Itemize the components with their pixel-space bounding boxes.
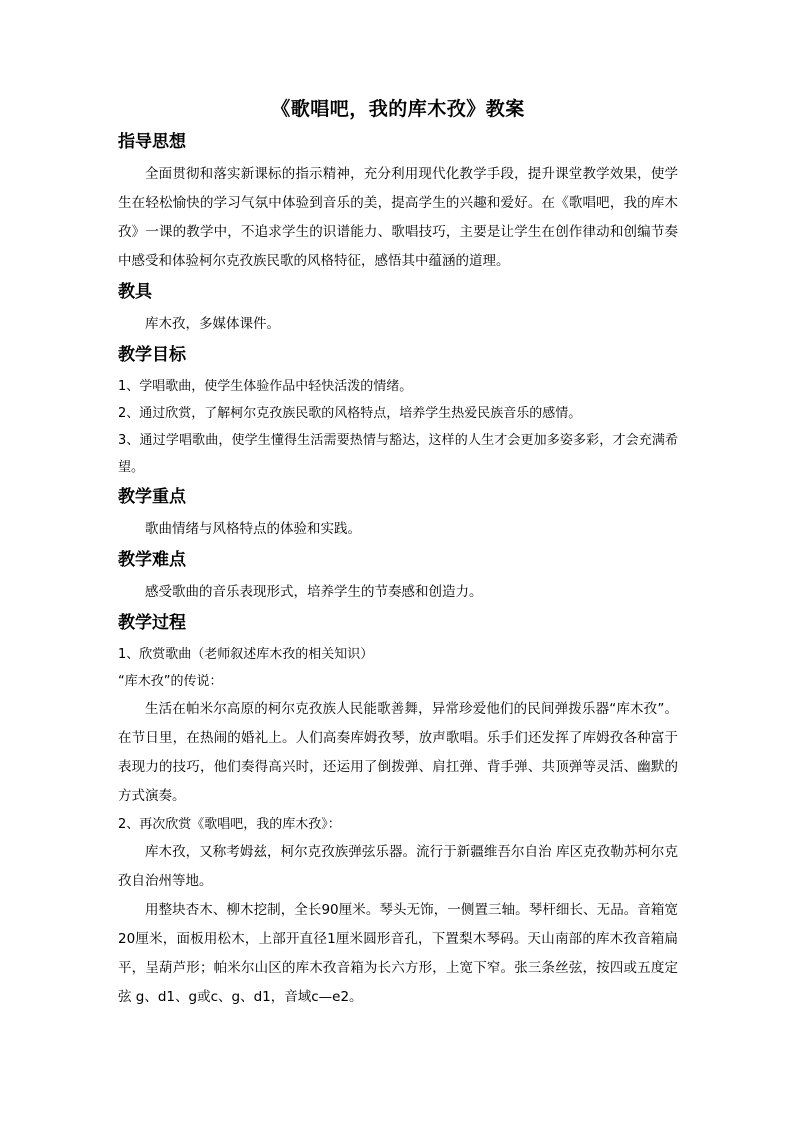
heading-difficulties: 教学难点 (118, 550, 186, 570)
difficulties-paragraph: 感受歌曲的音乐表现形式，培养学生的节奏感和创造力。 (145, 584, 483, 600)
heading-teaching-process: 教学过程 (118, 613, 186, 633)
heading-teaching-goals: 教学目标 (118, 345, 186, 365)
key-points-paragraph: 歌曲情绪与风格特点的体验和实践。 (145, 521, 361, 537)
legend-label: “库木孜”的传说： (118, 674, 223, 689)
process-step-1: 1、欣赏歌曲（老师叙述库木孜的相关知识） (118, 647, 374, 662)
heading-guiding-thought: 指导思想 (118, 132, 186, 152)
document-title: 《歌唱吧，我的库木孜》教案 (271, 98, 525, 120)
teaching-goal-item: 1、学唱歌曲，使学生体验作品中轻快活泼的情绪。 (118, 379, 413, 394)
heading-teaching-tools: 教具 (118, 282, 152, 302)
legend-paragraph: 生活在帕米尔高原的柯尔克孜族人民能歌善舞，异常珍爱他们的民间弹拨乐器“库木孜”。在节日里，在热闹的婚礼上。人们高奏库姆孜琴，放声歌唱。乐手们还发挥了库姆孜各种富于表现力的技巧，他们奏得高兴时，还运用了倒拨弹、肩扛弹、背手弹、共顶弹等灵活、幽默的方式演奏。 (118, 701, 678, 804)
guiding-thought-paragraph: 全面贯彻和落实新课标的指示精神，充分利用现代化教学手段，提升课堂教学效果，使学生在轻松愉快的学习气氛中体验到音乐的美，提高学生的兴趣和爱好。在《歌唱吧，我的库木孜》一课的教学中，不追求学生的识谱能力、歌唱技巧，主要是让学生在创作律动和创编节奏中感受和体验柯尔克孜族民歌的风格特征，感悟其中蕴涵的道理。 (118, 166, 678, 269)
teaching-goal-item: 3、通过学唱歌曲，使学生懂得生活需要热情与豁达，这样的人生才会更加多姿多彩，才会充满希望。 (118, 433, 678, 475)
kumuzi-detail-paragraph: 用整块杏木、柳木挖制，全长90厘米。琴头无饰，一侧置三轴。琴杆细长、无品。音箱宽20厘米，面板用松木，上部开直径1厘米圆形音孔，下置梨木琴码。天山南部的库木孜音箱扁平，呈葫芦形；帕米尔山区的库木孜音箱为长六方形，上宽下窄。张三条丝弦，按四或五度定弦 g、d1、g或c、g、d1，音域c—e2。 (118, 902, 678, 1005)
heading-key-points: 教学重点 (118, 487, 186, 507)
teaching-tools-paragraph: 库木孜，多媒体课件。 (145, 316, 280, 332)
kumuzi-intro-paragraph: 库木孜，又称考姆兹，柯尔克孜族弹弦乐器。流行于新疆维吾尔自治 库区克孜勒苏柯尔克孜自治州等地。 (118, 844, 678, 889)
document-page (118, 96, 678, 1012)
teaching-goal-item: 2、通过欣赏，了解柯尔克孜族民歌的风格特点，培养学生热爱民族音乐的感情。 (118, 406, 582, 421)
process-step-2: 2、再次欣赏《歌唱吧，我的库木孜》： (118, 817, 341, 832)
